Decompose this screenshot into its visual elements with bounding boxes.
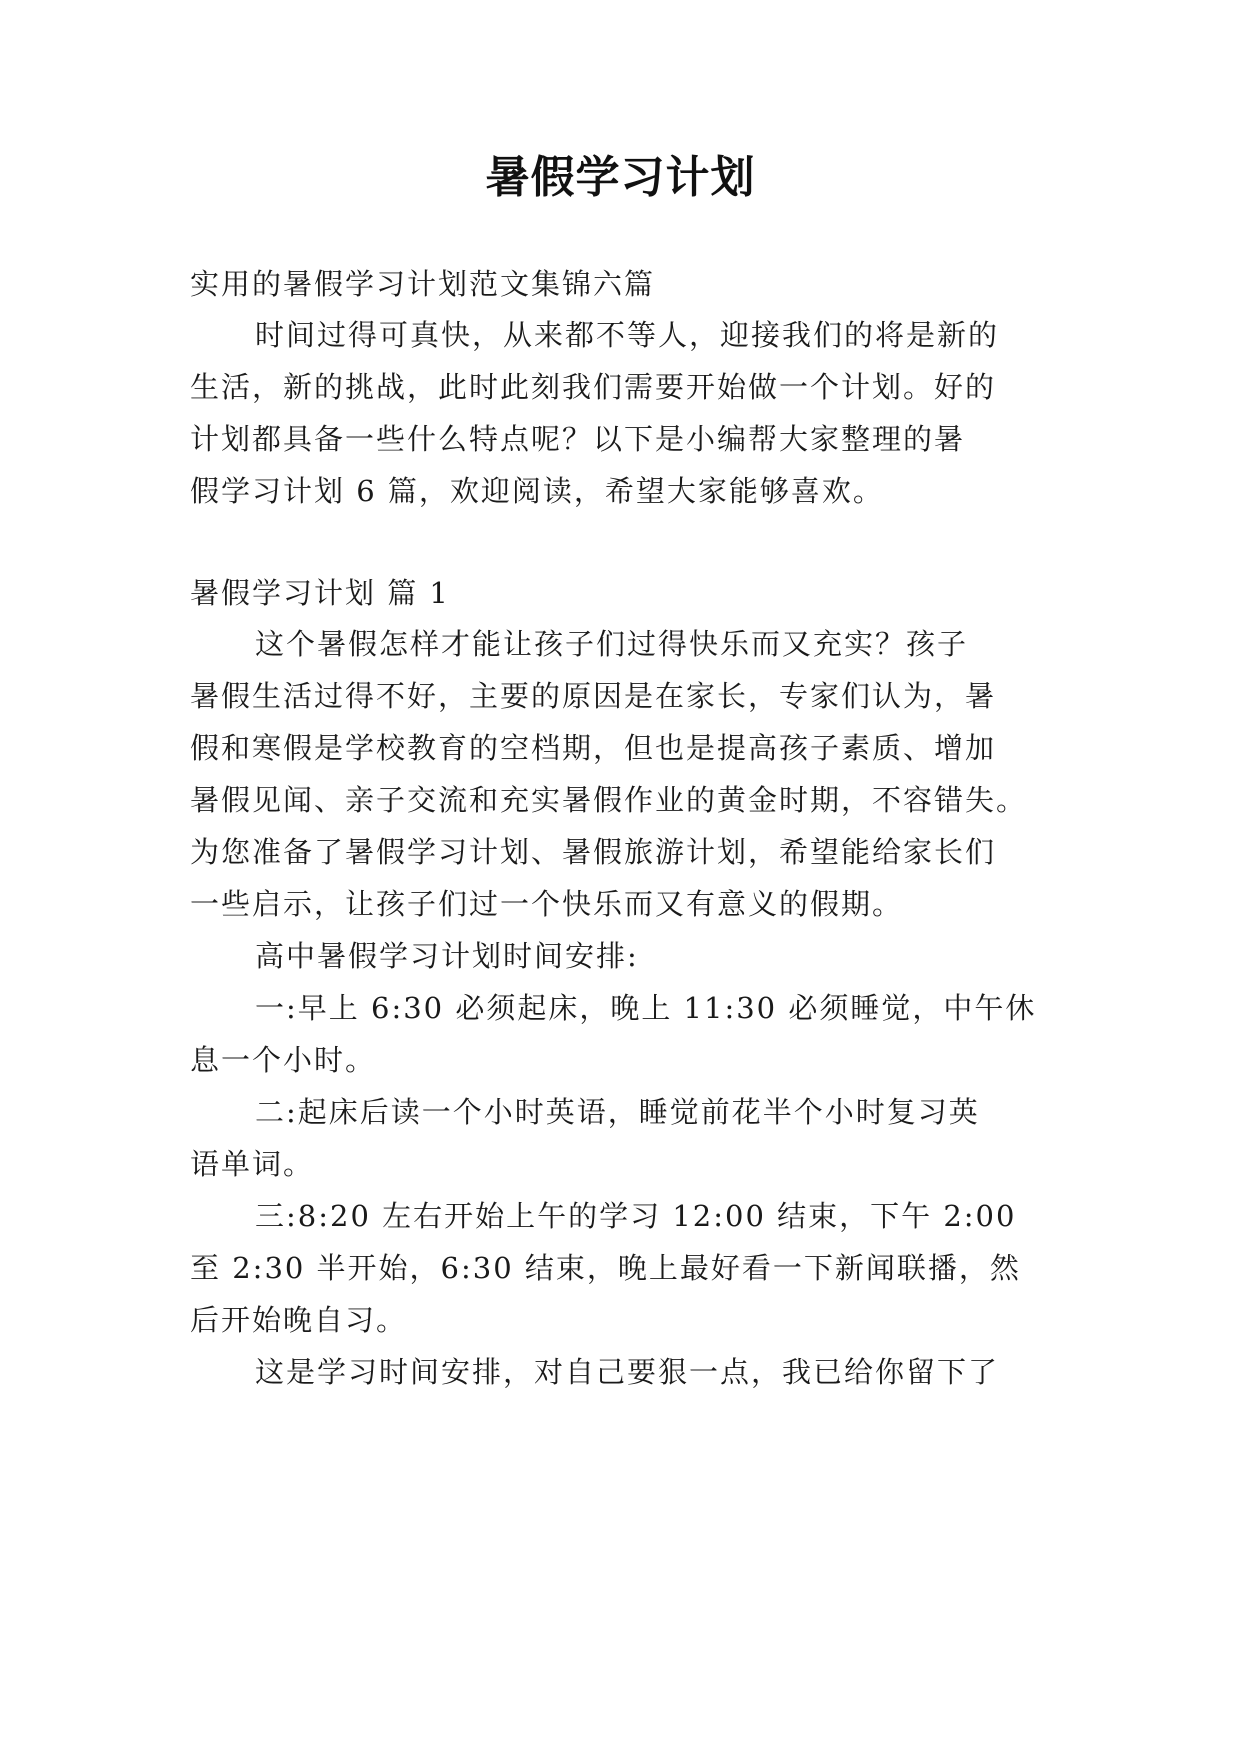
section-heading: 暑假学习计划 篇 1 xyxy=(190,576,450,610)
body-line-5: 为您准备了暑假学习计划、暑假旅游计划，希望能给家长们 xyxy=(190,835,997,869)
body-line-4: 暑假见闻、亲子交流和充实暑假作业的黄金时期，不容错失。 xyxy=(190,783,1028,817)
body-line-6: 一些启示，让孩子们过一个快乐而又有意义的假期。 xyxy=(190,887,904,921)
body-line-3: 假和寒假是学校教育的空档期，但也是提高孩子素质、增加 xyxy=(190,731,997,765)
schedule-item-2-line-1: 二:起床后读一个小时英语，睡觉前花半个小时复习英 xyxy=(255,1095,980,1129)
document-title: 暑假学习计划 xyxy=(485,152,756,203)
schedule-heading: 高中暑假学习计划时间安排: xyxy=(255,939,639,973)
schedule-item-1-line-2: 息一个小时。 xyxy=(190,1043,377,1077)
body-line-1: 这个暑假怎样才能让孩子们过得快乐而又充实？孩子 xyxy=(255,627,969,661)
schedule-item-1-line-1: 一:早上 6:30 必须起床，晚上 11:30 必须睡觉，中午休 xyxy=(255,991,1037,1025)
body-line-2: 暑假生活过得不好，主要的原因是在家长，专家们认为，暑 xyxy=(190,679,997,713)
subtitle-line: 实用的暑假学习计划范文集锦六篇 xyxy=(190,267,656,301)
intro-line-2: 生活，新的挑战，此时此刻我们需要开始做一个计划。好的 xyxy=(190,370,997,404)
schedule-item-3-line-1: 三:8:20 左右开始上午的学习 12:00 结束，下午 2:00 xyxy=(255,1199,1017,1233)
intro-line-1: 时间过得可真快，从来都不等人，迎接我们的将是新的 xyxy=(255,318,1000,352)
closing-line-1: 这是学习时间安排，对自己要狠一点，我已给你留下了 xyxy=(255,1355,1000,1389)
schedule-item-3-line-3: 后开始晚自习。 xyxy=(190,1303,408,1337)
schedule-item-2-line-2: 语单词。 xyxy=(190,1147,315,1181)
intro-line-4: 假学习计划 6 篇，欢迎阅读，希望大家能够喜欢。 xyxy=(190,474,884,508)
intro-line-3: 计划都具备一些什么特点呢？以下是小编帮大家整理的暑 xyxy=(190,422,966,456)
schedule-item-3-line-2: 至 2:30 半开始，6:30 结束，晚上最好看一下新闻联播，然 xyxy=(190,1251,1021,1285)
